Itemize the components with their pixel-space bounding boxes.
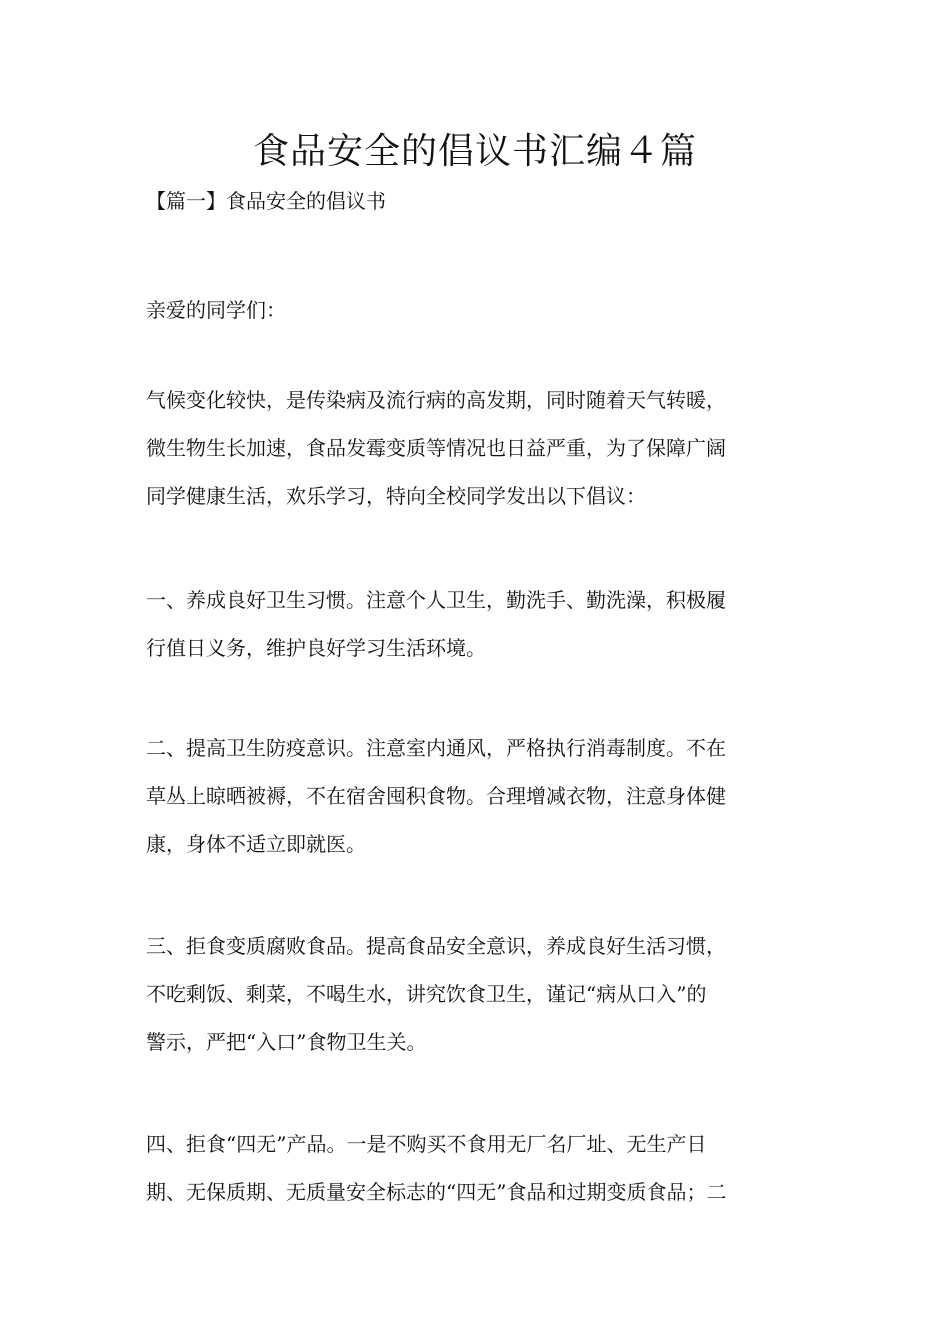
- paragraph-line: 三、拒食变质腐败食品。提高食品安全意识，养成良好生活习惯，: [146, 934, 726, 958]
- paragraph-line: 同学健康生活，欢乐学习，特向全校同学发出以下倡议：: [146, 484, 646, 508]
- paragraph-line: 警示，严把“入口”食物卫生关。: [146, 1030, 427, 1054]
- paragraph-item-1: [146, 576, 814, 672]
- paragraph-line: 不吃剩饭、剩菜，不喝生水，讲究饮食卫生，谨记“病从口入”的: [146, 982, 707, 1006]
- paragraph-item-2: [146, 724, 814, 868]
- greeting: [146, 286, 814, 334]
- paragraph-line: 康，身体不适立即就医。: [146, 832, 366, 856]
- greeting-line: 亲爱的同学们：: [146, 298, 286, 322]
- paragraph-line: 一、养成良好卫生习惯。注意个人卫生，勤洗手、勤洗澡，积极履: [146, 588, 726, 612]
- paragraph-intro: [146, 376, 814, 520]
- section-heading: 【篇一】食品安全的倡议书: [146, 189, 386, 213]
- paragraph-item-3: [146, 922, 814, 1066]
- paragraph-line: 期、无保质期、无质量安全标志的“四无”食品和过期变质食品；二: [146, 1180, 727, 1204]
- paragraph-item-4: [146, 1120, 814, 1216]
- paragraph-line: 行值日义务，维护良好学习生活环境。: [146, 636, 486, 660]
- document-title: 食品安全的倡议书汇编４篇: [252, 131, 697, 172]
- paragraph-line: 四、拒食“四无”产品。一是不购买不食用无厂名厂址、无生产日: [146, 1132, 707, 1156]
- paragraph-line: 草丛上晾晒被褥，不在宿舍囤积食物。合理增减衣物，注意身体健: [146, 784, 726, 808]
- paragraph-line: 气候变化较快，是传染病及流行病的高发期，同时随着天气转暖，: [146, 388, 726, 412]
- paragraph-line: 微生物生长加速，食品发霉变质等情况也日益严重，为了保障广阔: [146, 436, 726, 460]
- paragraph-line: 二、提高卫生防疫意识。注意室内通风，严格执行消毒制度。不在: [146, 736, 726, 760]
